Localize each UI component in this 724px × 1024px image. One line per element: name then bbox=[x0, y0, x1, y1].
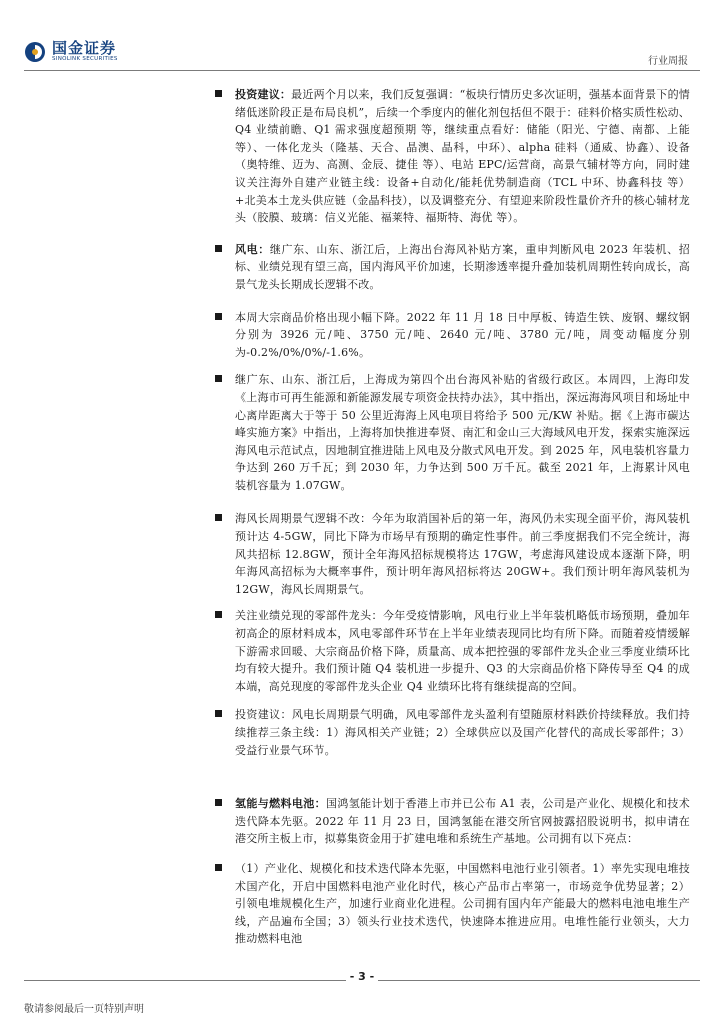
square-bullet-icon bbox=[215, 90, 222, 97]
paragraph-text: 最近两个月以来，我们反复强调：“板块行情历史多次证明，强基本面背景下的情绪低迷阶段正是布局良机”，后续一个季度内的催化剂包括但不限于：硅料价格实质性松动、Q4 业绩前瞻、Q1 需求强度超预期 等，继续重点看好：储能（阳光、宁德、南都、上能 等）、一体化龙头（隆基、天合、晶澳、晶科，中环）、alpha 硅料（通威、协鑫）、设备（奥特维、迈为、高测、金辰、捷佳 等）、电站 EPC/运营商，高景气辅材等方向，同时建议关注海外自建产业链主线：设备+自动化/能耗优势制造商（TCL 中环、协鑫科技 等）+北美本土龙头供应链（金晶科技），以及调整充分、有望迎来阶段性量价齐升的核心辅材龙头（胶膜、玻璃：信义光能、福莱特、福斯特、海优 等）。 bbox=[235, 88, 691, 225]
paragraph-lead: 投资建议： bbox=[235, 88, 292, 101]
body-paragraph bbox=[235, 860, 690, 948]
square-bullet-icon bbox=[215, 710, 222, 717]
paragraph-text: （1）产业化、规模化和技术迭代降本先驱，中国燃料电池行业引领者。1）率先实现电堆技术国产化，开启中国燃料电池产业化时代，核心产品市占率第一，市场竞争优势显著；2）引领电堆规模化生产，加速行业商业化进程。公司拥有国内年产能最大的燃料电池电堆生产线，产品遍布全国；3）领头行业技术迭代，快速降本推进应用。电堆性能行业领头，大力推动燃料电池 bbox=[235, 861, 690, 946]
paragraph-lead: 风电： bbox=[235, 242, 270, 256]
square-bullet-icon bbox=[215, 313, 222, 320]
square-bullet-icon bbox=[215, 799, 222, 806]
square-bullet-icon bbox=[215, 375, 222, 382]
page-number: - 3 - bbox=[0, 970, 724, 983]
report-type-label: 行业周报 bbox=[648, 56, 688, 67]
company-logo bbox=[24, 40, 118, 63]
paragraph-text: 继广东、山东、浙江后，上海成为第四个出台海风补贴的省级行政区。本周四，上海印发《上海市可再生能源和新能源发展专项资金扶持办法》，其中指出，深远海海风项目和场址中心离岸距离大于等于 50 公里近海海上风电项目将给予 500 元/KW 补贴。据《上海市碳达峰实施方案》中指出，上海将加快推进奉贤、南汇和金山三大海域风电开发，探索实施深远海风电示范试点，因地制宜推进陆上风电及分散式风电开发。到 2025 年，风电装机容量力争达到 260 万千瓦；到 2030 年，力争达到 500 万千瓦。截至 2021 年，上海累计风电装机容量为 1.07GW。 bbox=[235, 373, 690, 492]
square-bullet-icon bbox=[215, 245, 222, 252]
header-divider bbox=[24, 70, 700, 71]
paragraph-lead: 氢能与燃料电池： bbox=[235, 797, 326, 811]
paragraph-text: 海风长周期景气逻辑不改：今年为取消国补后的第一年，海风仍未实现全面平价，海风装机预计达 4-5GW，同比下降为市场早有预期的确定性事件。前三季度据我们不完全统计，海风共招标 12.8GW，预计全年海风招标规模将达 17GW，考虑海风建设成本逐渐下降，明年海风高招标为大概率事件，预计明年海风招标将达 20GW+。我们预计明年海风装机为 12GW，海风长周期景气。 bbox=[235, 512, 690, 596]
logo-name-en: SINOLINK SECURITIES bbox=[52, 56, 118, 62]
paragraph-text: 投资建议：风电长周期景气明确，风电零部件龙头盈利有望随原材料跌价持续释放。我们持续推荐三条主线：1）海风相关产业链；2）全球供应以及国产化替代的高成长零部件；3）受益行业景气环节。 bbox=[235, 708, 690, 757]
body-paragraph bbox=[235, 510, 690, 598]
body-paragraph bbox=[235, 371, 690, 494]
square-bullet-icon bbox=[215, 514, 222, 521]
paragraph-text: 本周大宗商品价格出现小幅下降。2022 年 11 月 18 日中厚板、铸造生铁、废钢、螺纹钢分别为 3926 元/吨、3750 元/吨、2640 元/吨、3780 元/吨，周变动幅度分别为-0.2%/0%/0%/-1.6%。 bbox=[235, 310, 690, 359]
disclaimer-note: 敬请参阅最后一页特别声明 bbox=[24, 1004, 144, 1015]
square-bullet-icon bbox=[215, 864, 222, 871]
body-paragraph bbox=[235, 309, 690, 362]
body-paragraph bbox=[235, 795, 690, 848]
paragraph-text: 继广东、山东、浙江后，上海出台海风补贴方案，重申判断风电 2023 年装机、招标、业绩兑现有望三高，国内海风平价加速，长期渗透率提升叠加装机周期性转向成长，高景气龙头长期成长逻辑不改。 bbox=[235, 242, 690, 291]
report-body bbox=[235, 86, 690, 948]
body-paragraph bbox=[235, 241, 690, 294]
body-paragraph bbox=[235, 86, 690, 227]
logo-name-cn: 国金证券 bbox=[52, 39, 117, 57]
logo-mark-icon bbox=[24, 41, 46, 63]
square-bullet-icon bbox=[215, 611, 222, 618]
page-header bbox=[0, 0, 724, 72]
paragraph-text: 关注业绩兑现的零部件龙头：今年受疫情影响，风电行业上半年装机略低市场预期，叠加年初高企的原材料成本，风电零部件环节在上半年业绩表现同比均有所下降。而随着疫情缓解下游需求回暖、大宗商品价格下降，质量高、成本把控强的零部件龙头企业三季度业绩环比均有较大提升。我们预计随 Q4 装机进一步提升、Q3 的大宗商品价格下降传导至 Q4 的成本端，高兑现度的零部件龙头企业 Q4 业绩环比将有继续提高的空间。 bbox=[235, 609, 690, 693]
paragraph-text: 国鸿氢能计划于香港上市并已公布 A1 表，公司是产业化、规模化和技术迭代降本先驱。2022 年 11 月 23 日，国鸿氢能在港交所官网披露招股说明书，拟申请在港交所主板上市，拟募集资金用于扩建电堆和系统生产基地。公司拥有以下亮点： bbox=[235, 797, 690, 846]
body-paragraph bbox=[235, 706, 690, 759]
body-paragraph bbox=[235, 607, 690, 695]
